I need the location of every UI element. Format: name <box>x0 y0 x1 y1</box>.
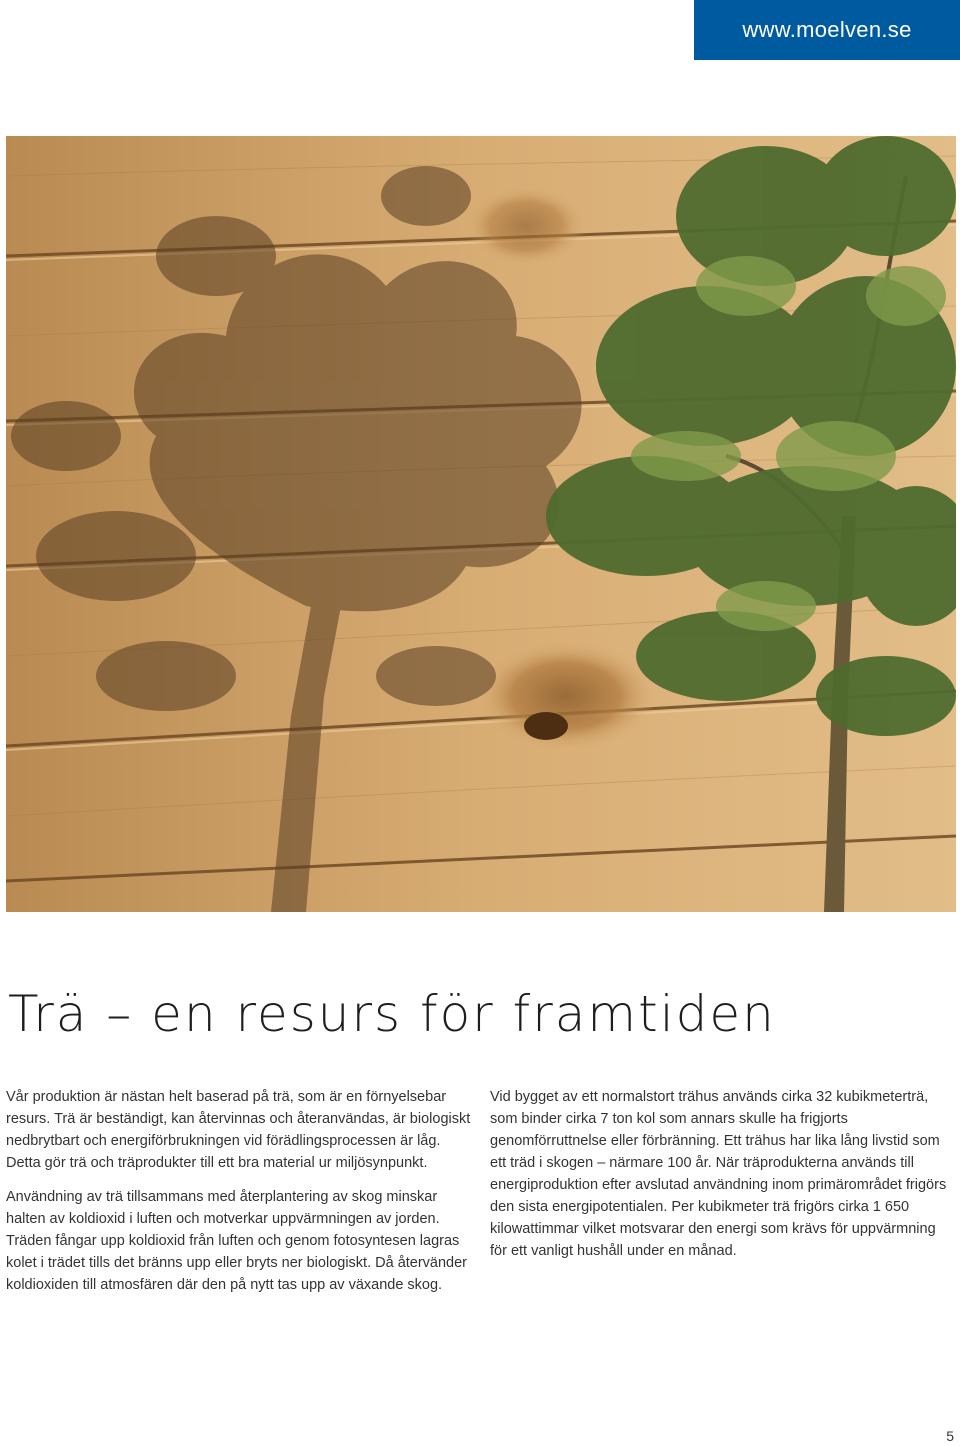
paragraph: Vår produktion är nästan helt baserad på trä, som är en förnyelsebar resurs. Trä är beständigt, kan återvinnas och återanvändas, är biologiskt nedbrytbart och energiförbrukningen vid förädlingsprocessen är låg. Detta gör trä och träprodukter till ett bra material ur miljösynpunkt. <box>6 1089 471 1171</box>
website-url[interactable]: www.moelven.se <box>742 17 912 42</box>
page-title: Trä – en resurs för framtiden <box>8 985 776 1043</box>
website-url-banner[interactable] <box>694 0 960 60</box>
page-number: 5 <box>946 1428 954 1444</box>
paragraph: Användning av trä tillsammans med återplantering av skog minskar halten av koldioxid i luften och motverkar uppvärmningen av jorden. Träden fångar upp koldioxid från luften och genom fotosyntesen lagras kolet i trädet tills det bränns upp eller bryts ner biologiskt. Då återvänder koldioxiden till atmosfären där den på nytt tas upp av växande skog. <box>6 1189 468 1293</box>
left-column <box>6 1086 478 1308</box>
right-column <box>490 1086 956 1274</box>
wood-wall-photo <box>6 136 956 912</box>
paragraph: Vid bygget av ett normalstort trähus används cirka 32 kubikmeterträ, som binder cirka 7 ton kol som annars skulle ha frigjorts genomförruttnelse eller förbränning. Ett trähus har lika lång livstid som ett träd i skogen – närmare 100 år. När träprodukterna används till energiproduktion efter avslutad användning inom primärområdet frigörs den sista energipotentialen. Per kubikmeter trä frigörs cirka 1 650 kilowattimmar vilket motsvarar den energi som krävs för uppvärmning för ett vanligt hushåll under en månad. <box>490 1089 947 1259</box>
